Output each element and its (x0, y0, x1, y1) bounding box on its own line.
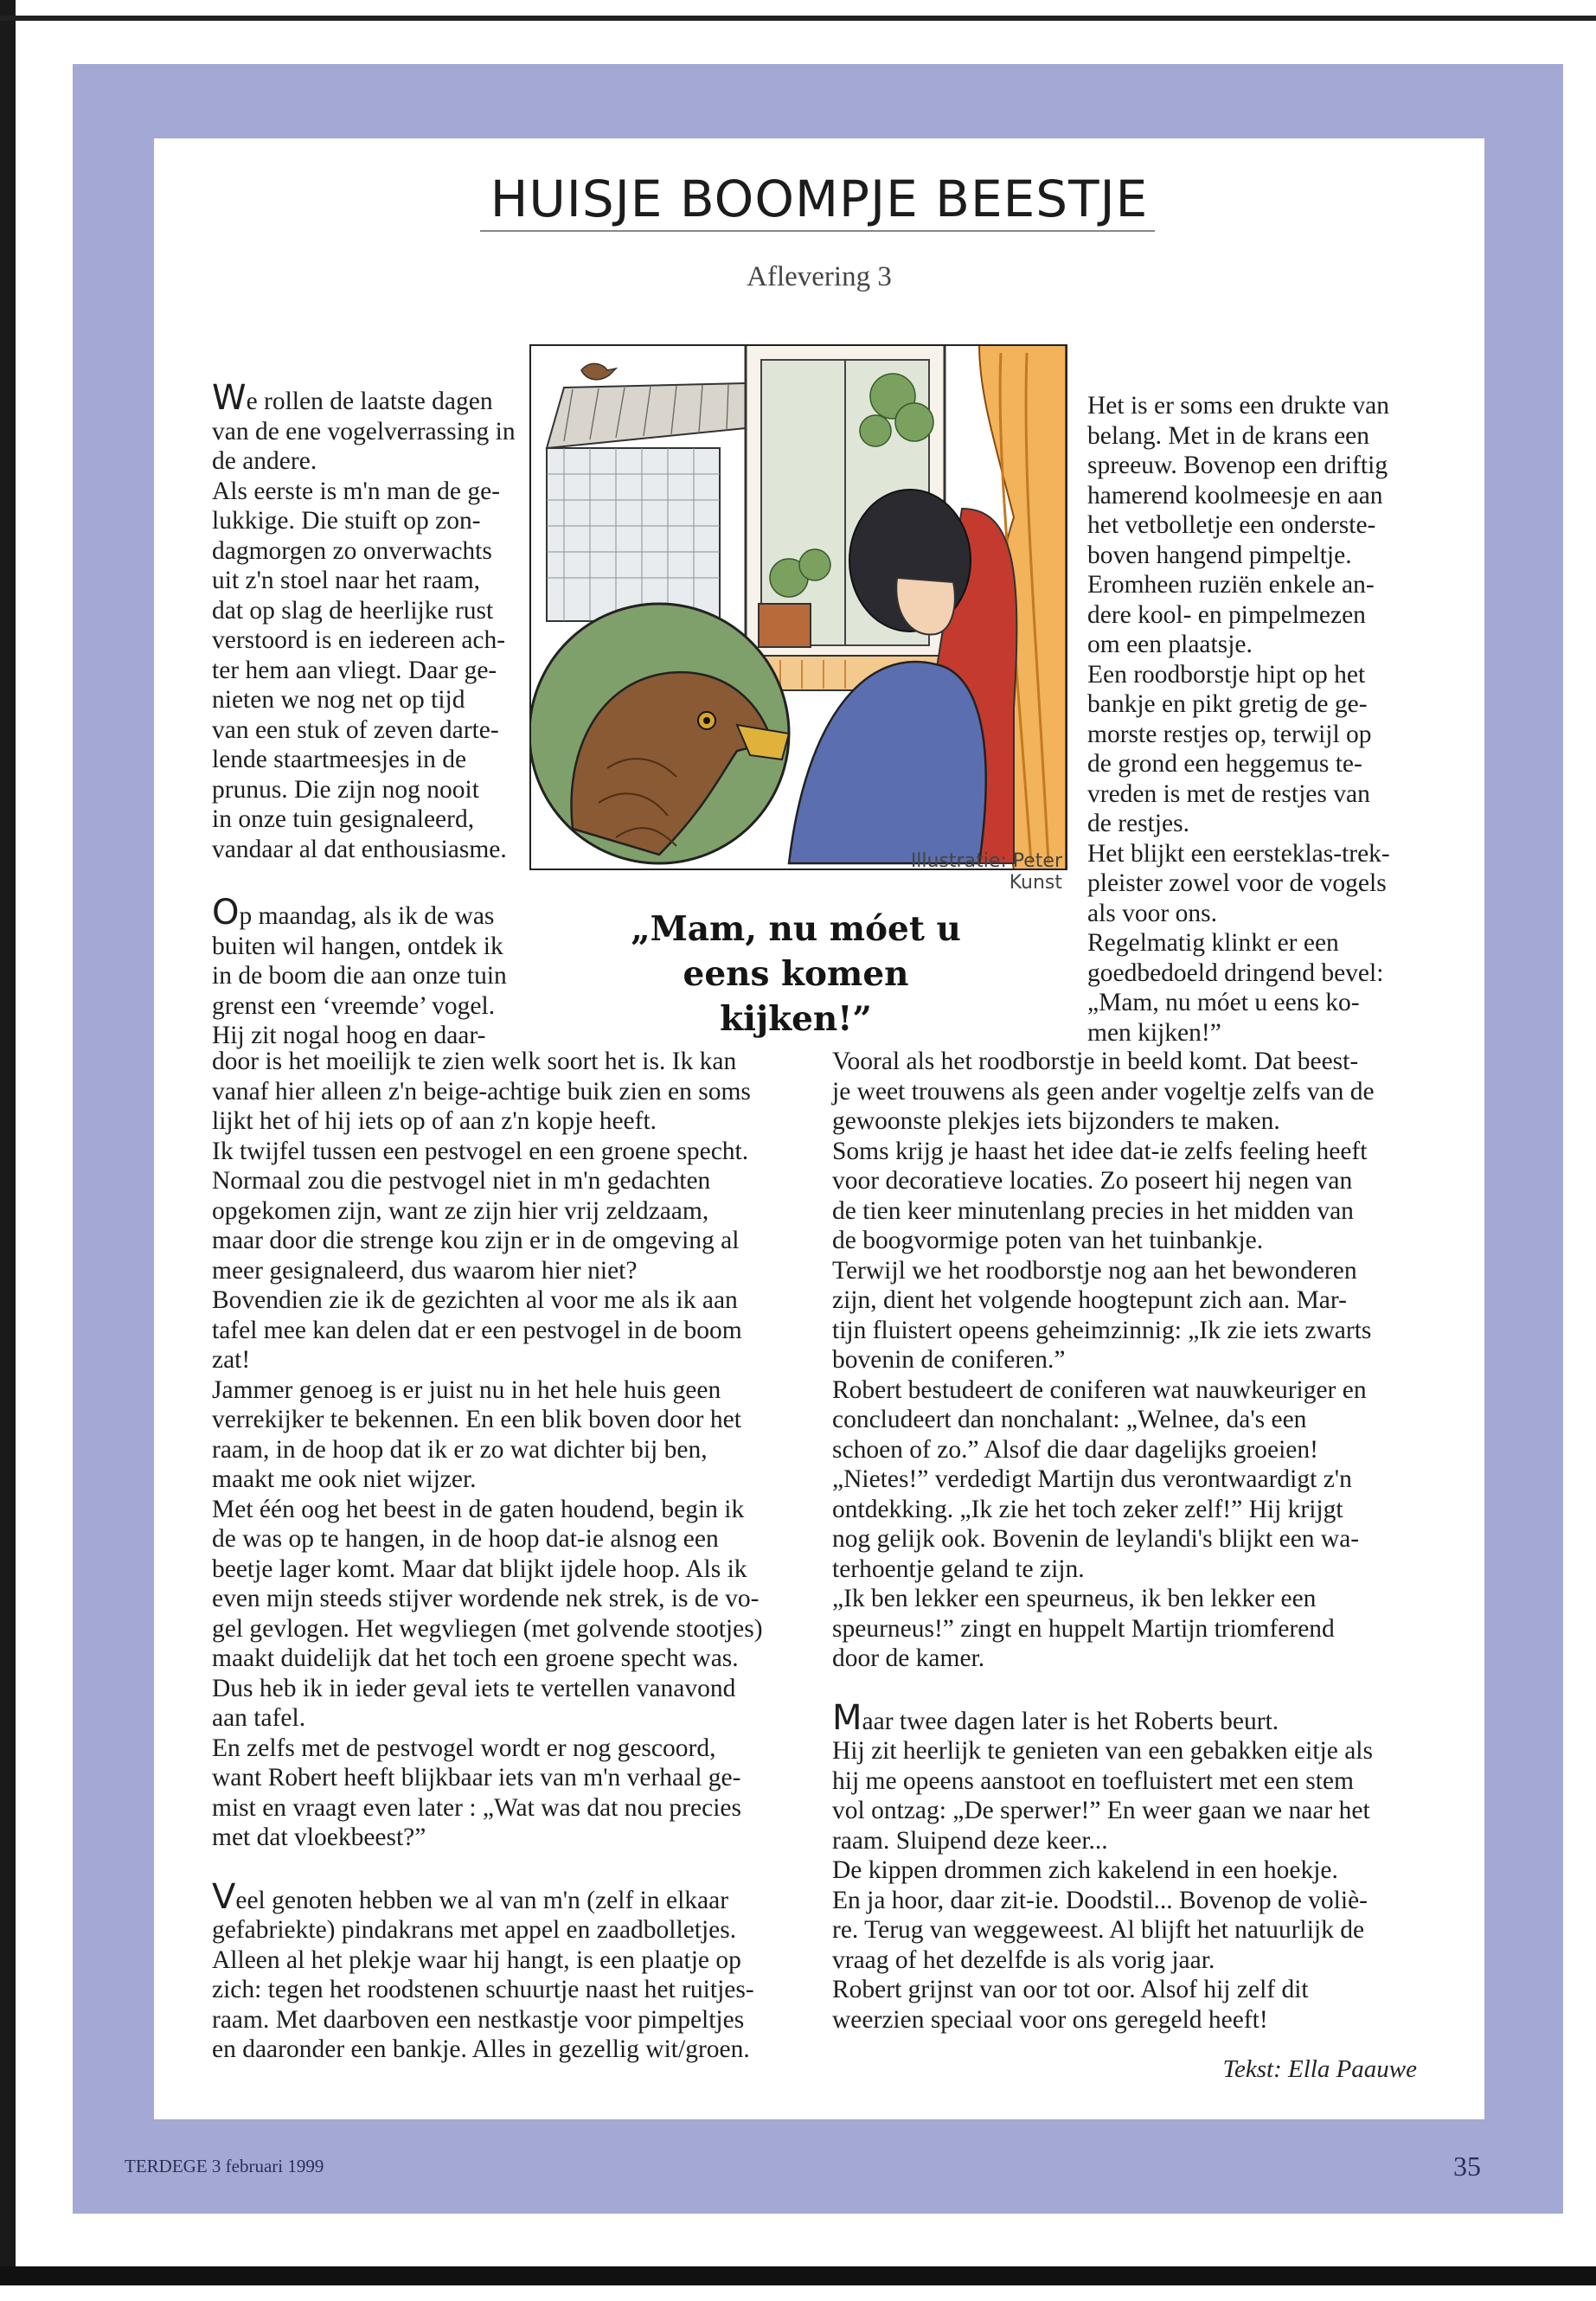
text-line: vandaar al dat enthousiasme. (212, 835, 507, 863)
text-line: van een stuk of zeven darte- (212, 715, 499, 744)
text-line: hij me opeens aanstoot en toefluistert met een stem (832, 1766, 1354, 1795)
text-line: maakt me ook niet wijzer. (212, 1465, 477, 1493)
text-line: raam, in de hoop dat ik er zo wat dichter bij ben, (212, 1435, 708, 1464)
text-line: concludeert dan nonchalant: „Welnee, da's een (832, 1406, 1307, 1433)
illustration (529, 344, 1067, 870)
text-line: zijn, dient het volgende hoogtepunt zich aan. Mar- (832, 1286, 1347, 1314)
text-line: „Ik ben lekker een speurneus, ik ben lekker een (832, 1585, 1317, 1612)
text-line: goedbedoeld dringend bevel: (1087, 958, 1384, 987)
text-line: even mijn steeds stijver wordende nek strek, is de vo- (212, 1585, 760, 1612)
text-line: gel gevlogen. Het wegvliegen (met golvende stootjes) (212, 1614, 763, 1643)
column-right-bottom (832, 1047, 1375, 2035)
text-line: in de boom die aan onze tuin (212, 962, 507, 990)
text-line: zich: tegen het roodstenen schuurtje naast het ruitjes- (212, 1976, 754, 2003)
text-line: bovenin de coniferen.” (832, 1346, 1066, 1374)
text-line: De kippen drommen zich kakelend in een hoekje. (832, 1856, 1338, 1884)
text-line: en daaronder een bankje. Alles in gezellig wit/groen. (212, 2035, 750, 2063)
text-line: Dus heb ik in ieder geval iets te vertellen vanavond (212, 1674, 736, 1702)
text-line: de restjes. (1087, 810, 1189, 837)
text-line: vreden is met de restjes van (1087, 779, 1370, 808)
publication-footer: TERDEGE 3 februari 1999 (125, 2156, 324, 2176)
text-line: Het is er soms een drukte van (1087, 392, 1389, 420)
text-line: Hij zit heerlijk te genieten van een gebakken eitje als (832, 1737, 1373, 1765)
text-line: met dat vloekbeest?” (212, 1823, 426, 1851)
text-line: schoen of zo.” Alsof die daar dagelijks groeien! (832, 1435, 1318, 1464)
text-line: door de kamer. (832, 1644, 985, 1672)
text-line: re. Terug van weggeweest. Al blijft het natuurlijk de (832, 1916, 1365, 1944)
scan-edge-bottom (0, 2266, 1596, 2285)
text-line: vanaf hier alleen z'n beige-achtige buik zien en soms (212, 1077, 751, 1106)
text-line: Veel genoten hebben we al van m'n (zelf in elkaar (212, 1876, 729, 1917)
text-line: belang. Met in de krans een (1087, 421, 1370, 450)
text-line: En zelfs met de pestvogel wordt er nog gescoord, (212, 1734, 716, 1762)
text-line: zat! (212, 1346, 251, 1374)
text-line: „Mam, nu móet u eens ko- (1087, 989, 1360, 1016)
text-line: de andere. (212, 447, 317, 475)
drop-cap: V (212, 1876, 236, 1917)
text-line: Normaal zou die pestvogel niet in m'n gedachten (212, 1167, 711, 1195)
text-line: Als eerste is m'n man de ge- (212, 477, 500, 505)
title-rule (480, 230, 1155, 232)
paragraph-gap (212, 1853, 763, 1882)
column-left-mid (212, 893, 507, 1051)
text-line: gefabriekte) pindakrans met appel en zaadbolletjes. (212, 1916, 737, 1944)
text-line: hamerend koolmeesje en aan (1087, 481, 1383, 510)
text-line: opgekomen zijn, want ze zijn hier vrij zeldzaam, (212, 1196, 709, 1225)
text-line: dagmorgen zo onverwachts (212, 536, 492, 565)
text-line: Robert grijnst van oor tot oor. Alsof hij zelf dit (832, 1976, 1309, 2003)
text-line: want Robert heeft blijkbaar iets van m'n verhaal ge- (212, 1764, 741, 1791)
drop-cap: M (832, 1697, 862, 1738)
column-left-bottom (212, 1047, 763, 2065)
text-line: Alleen al het plekje waar hij hangt, is een plaatje op (212, 1945, 741, 1974)
text-line: prunus. Die zijn nog nooit (212, 775, 479, 804)
text-line: vol ontzag: „De sperwer!” En weer gaan we naar het (832, 1797, 1370, 1824)
text-line: weerzien speciaal voor ons geregeld heeft! (832, 2005, 1268, 2034)
scan-edge-top (0, 16, 1596, 21)
text-line: meer gesignaleerd, dus waarom hier niet? (212, 1256, 638, 1285)
text-line: beetje lager komt. Maar dat blijkt ijdele hoop. Als ik (212, 1554, 747, 1583)
text-line: de tien keer minutenlang precies in het midden van (832, 1196, 1354, 1225)
text-line: Hij zit nogal hoog en daar- (212, 1022, 486, 1049)
text-line: morste restjes op, terwijl op (1087, 720, 1372, 748)
text-line: dere kool- en pimpelmezen (1087, 600, 1366, 629)
article-title: HUISJE BOOMPJE BEESTJE (490, 170, 1149, 228)
author-credit: Tekst: Ella Paauwe (1222, 2055, 1417, 2083)
paragraph-gap (832, 1674, 1375, 1703)
text-line: terhoentje geland te zijn. (832, 1554, 1085, 1583)
text-line: in onze tuin gesignaleerd, (212, 805, 475, 833)
text-line: Op maandag, als ik de was (212, 893, 495, 933)
text-line: als voor ons. (1087, 899, 1217, 927)
text-line: ontdekking. „Ik zie het toch zeker zelf!” Hij krijgt (832, 1495, 1343, 1523)
text-line: pleister zowel voor de vogels (1087, 869, 1387, 897)
drop-cap: W (212, 378, 247, 418)
text-line: Jammer genoeg is er juist nu in het hele huis geen (212, 1375, 721, 1404)
text-line: spreeuw. Bovenop een driftig (1087, 452, 1388, 479)
text-line: Regelmatig klinkt er een (1087, 929, 1339, 957)
illustration-credit: Illustratie: Peter Kunst (910, 850, 1062, 894)
page-number: 35 (1453, 2150, 1481, 2182)
text-line: We rollen de laatste dagen (212, 378, 493, 418)
text-line: bankje en pikt gretig de ge- (1087, 690, 1368, 718)
text-line: nog gelijk ook. Bovenin de leylandi's blijkt een wa- (832, 1525, 1360, 1553)
text-line: nieten we nog net op tijd (212, 686, 465, 714)
text-line: lijkt het of hij iets op of aan z'n kopje heeft. (212, 1107, 657, 1135)
text-line: dat op slag de heerlijke rust (212, 596, 494, 625)
text-line: het vetbolletje een onderste- (1087, 511, 1376, 539)
text-line: Terwijl we het roodborstje nog aan het bewonderen (832, 1256, 1357, 1285)
text-line: Ik twijfel tussen een pestvogel en een groene specht. (212, 1137, 749, 1165)
text-line: de boogvormige poten van het tuinbankje. (832, 1227, 1264, 1254)
text-line: om een plaatsje. (1087, 631, 1253, 658)
text-line: lukkige. Die stuift op zon- (212, 507, 481, 535)
text-line: Bovendien zie ik de gezichten al voor me als ik aan (212, 1286, 738, 1314)
text-line: maakt duidelijk dat het toch een groene specht was. (212, 1644, 739, 1672)
episode-label: Aflevering 3 (747, 261, 892, 292)
scan-edge (0, 0, 16, 2284)
text-line: mist en vraagt even later : „Wat was dat nou precies (212, 1793, 741, 1822)
text-line: Een roodborstje hipt op het (1087, 660, 1366, 689)
text-line: uit z'n stoel naar het raam, (212, 567, 481, 594)
text-line: lende staartmeesjes in de (212, 746, 467, 773)
text-line: Robert bestudeert de coniferen wat nauwkeuriger en (832, 1375, 1367, 1404)
text-line: boven hangend pimpeltje. (1087, 541, 1352, 569)
text-line: buiten wil hangen, ontdek ik (212, 932, 503, 960)
text-line: Soms krijg je haast het idee dat-ie zelfs feeling heeft (832, 1137, 1368, 1165)
text-line: tafel mee kan delen dat er een pestvogel in de boom (212, 1316, 742, 1344)
text-line: grenst een ‘vreemde’ vogel. (212, 991, 496, 1020)
text-line: tijn fluistert opeens geheimzinnig: „Ik zie iets zwarts (832, 1316, 1372, 1344)
text-line: de was op te hangen, in de hoop dat-ie alsnog een (212, 1525, 719, 1553)
text-line: Maar twee dagen later is het Roberts beurt. (832, 1697, 1279, 1738)
text-line: Eromheen ruziën enkele an- (1087, 571, 1375, 599)
text-line: maar door die strenge kou zijn er in de omgeving al (212, 1227, 740, 1254)
text-line: je weet trouwens als geen ander vogeltje zelfs van de (832, 1077, 1375, 1106)
pull-quote-line: eens komen kijken!” (683, 954, 909, 1039)
text-line: voor decoratieve locaties. Zo poseert hij negen van (832, 1167, 1353, 1195)
text-line: aan tafel. (212, 1704, 306, 1732)
text-line: „Nietes!” verdedigt Martijn dus verontwaardigt z'n (832, 1465, 1352, 1493)
text-line: speurneus!” zingt en huppelt Martijn triomferend (832, 1614, 1335, 1643)
text-line: gewoonste plekjes iets bijzonders te maken. (832, 1107, 1280, 1135)
text-line: de grond een heggemus te- (1087, 750, 1362, 778)
text-line: van de ene vogelverrassing in (212, 417, 516, 445)
text-line: raam. Met daarboven een nestkastje voor pimpeltjes (212, 2005, 745, 2034)
text-line: Met één oog het beest in de gaten houdend, begin ik (212, 1495, 745, 1523)
drop-cap: O (212, 893, 240, 933)
text-line: En ja hoor, daar zit-ie. Doodstil... Bovenop de voliè- (832, 1886, 1368, 1914)
column-left-top (212, 378, 516, 864)
pull-quote-line: „Mam, nu móet u (631, 909, 961, 949)
text-line: door is het moeilijk te zien welk soort het is. Ik kan (212, 1048, 737, 1075)
text-line: ter hem aan vliegt. Daar ge- (212, 656, 497, 684)
text-line: vraag of het dezelfde is als vorig jaar. (832, 1945, 1215, 1974)
column-right-top (1087, 391, 1390, 1048)
text-line: raam. Sluipend deze keer... (832, 1826, 1108, 1855)
text-line: verstoord is en iedereen ach- (212, 626, 506, 654)
pull-quote (606, 907, 986, 1042)
text-line: verrekijker te bekennen. En een blik boven door het (212, 1406, 741, 1433)
text-line: men kijken!” (1087, 1018, 1221, 1047)
text-line: Het blijkt een eersteklas-trek- (1087, 839, 1390, 868)
text-line: Vooral als het roodborstje in beeld komt. Dat beest- (832, 1048, 1359, 1075)
